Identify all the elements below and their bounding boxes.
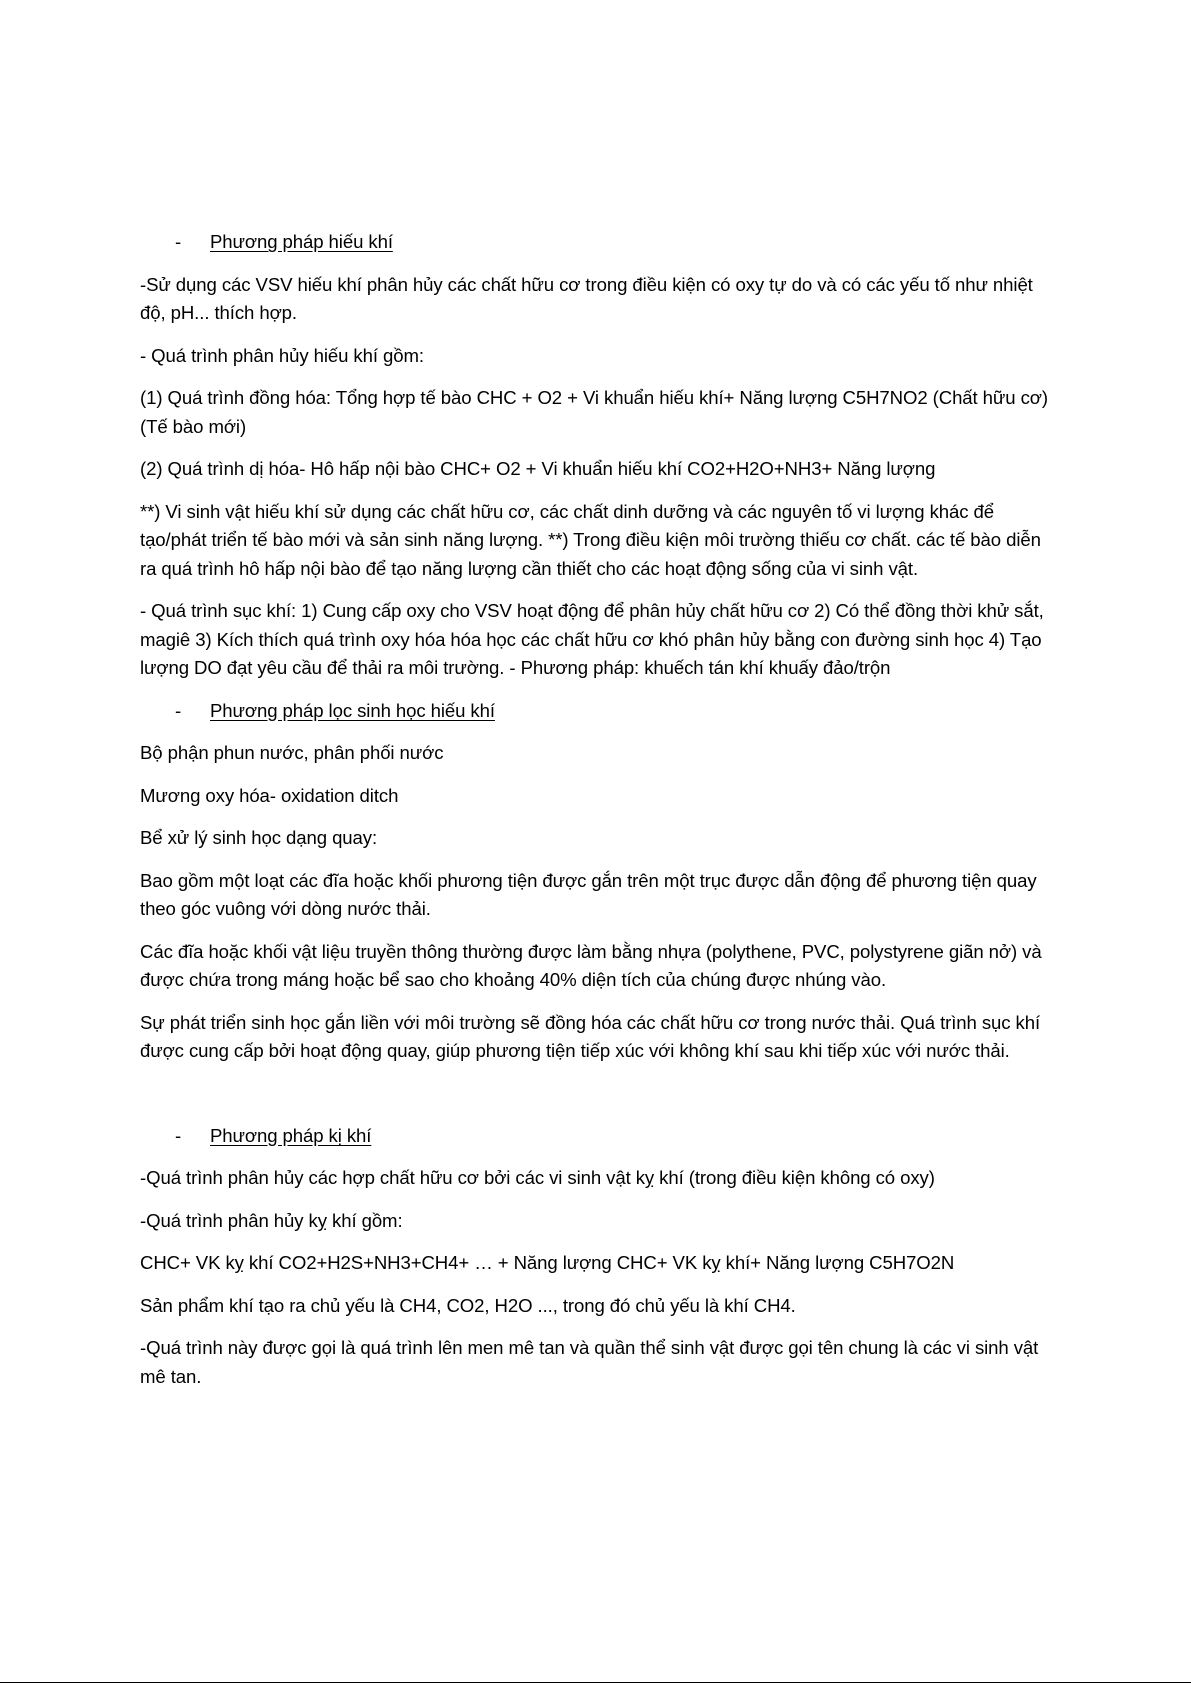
paragraph: - Quá trình phân hủy hiếu khí gồm: [140, 344, 424, 366]
paragraph: Bộ phận phun nước, phân phối nước [140, 742, 444, 763]
page-bottom-rule [0, 1682, 1191, 1683]
heading-text: Phương pháp lọc sinh học hiếu khí [210, 699, 495, 721]
paragraph: Bể xử lý sinh học dạng quay: [140, 827, 378, 848]
paragraph: Mương oxy hóa- oxidation ditch [140, 784, 399, 806]
heading-text: Phương pháp hiếu khí [210, 231, 393, 252]
section-heading-aerobic-biofilter [140, 697, 1050, 726]
paragraph: CHC+ VK kỵ khí CO2+H2S+NH3+CH4+ … + Năng lượng CHC+ VK kỵ khí+ Năng lượng C5H7O2N [140, 1252, 955, 1273]
heading-text: Phương pháp kị khí [210, 1124, 372, 1146]
paragraph: **) Vi sinh vật hiếu khí sử dụng các chất hữu cơ, các chất dinh dưỡng và các nguyên tố vi lượng khác để tạo/phát triển tế bào mới và sản sinh năng lượng. **) Trong điều kiện môi trường thiếu cơ chất. các tế bào diễn ra quá trình hô hấp nội bào để tạo năng lượng cần thiết cho các hoạt động sống của vi sinh vật. [140, 500, 1041, 579]
paragraph: -Sử dụng các VSV hiếu khí phân hủy các chất hữu cơ trong điều kiện có oxy tự do và có các yếu tố như nhiệt độ, pH... thích hợp. [140, 273, 1033, 323]
bullet-dash: - [175, 699, 182, 721]
paragraph: Sự phát triển sinh học gắn liền với môi trường sẽ đồng hóa các chất hữu cơ trong nước thải. Quá trình sục khí được cung cấp bởi hoạt động quay, giúp phương tiện tiếp xúc với không khí sau khi tiếp xúc với nước thải. [140, 1011, 1041, 1061]
paragraph: Các đĩa hoặc khối vật liệu truyền thông thường được làm bằng nhựa (polythene, PVC, polystyrene giãn nở) và được chứa trong máng hoặc bể sao cho khoảng 40% diện tích của chúng được nhúng vào. [140, 940, 1042, 990]
paragraph: -Quá trình này được gọi là quá trình lên men mê tan và quần thể sinh vật được gọi tên chung là các vi sinh vật mê tan. [140, 1337, 1039, 1387]
paragraph: (1) Quá trình đồng hóa: Tổng hợp tế bào CHC + O2 + Vi khuẩn hiếu khí+ Năng lượng C5H7NO2 (Chất hữu cơ) (Tế bào mới) [140, 387, 1048, 437]
paragraph: Sản phẩm khí tạo ra chủ yếu là CH4, CO2, H2O ..., trong đó chủ yếu là khí CH4. [140, 1294, 796, 1316]
bullet-dash: - [175, 1124, 182, 1146]
blank-line [140, 1080, 1050, 1122]
bullet-dash: - [175, 231, 182, 252]
paragraph: Bao gồm một loạt các đĩa hoặc khối phương tiện được gắn trên một trục được dẫn động để phương tiện quay theo góc vuông với dòng nước thải. [140, 869, 1037, 919]
paragraph: (2) Quá trình dị hóa- Hô hấp nội bào CHC+ O2 + Vi khuẩn hiếu khí CO2+H2O+NH3+ Năng lượng [140, 458, 936, 479]
section-heading-anaerobic [140, 1122, 1050, 1151]
paragraph: - Quá trình sục khí: 1) Cung cấp oxy cho VSV hoạt động để phân hủy chất hữu cơ 2) Có thể đồng thời khử sắt, magiê 3) Kích thích quá trình oxy hóa hóa học các chất hữu cơ khó phân hủy bằng con đường sinh học 4) Tạo lượng DO đạt yêu cầu để thải ra môi trường. - Phương pháp: khuếch tán khí khuấy đảo/trộn [140, 600, 1044, 678]
paragraph: -Quá trình phân hủy kỵ khí gồm: [140, 1209, 403, 1231]
section-heading-aerobic [140, 228, 1050, 257]
paragraph: -Quá trình phân hủy các hợp chất hữu cơ bởi các vi sinh vật kỵ khí (trong điều kiện không có oxy) [140, 1167, 935, 1188]
document-body [140, 228, 1050, 1405]
